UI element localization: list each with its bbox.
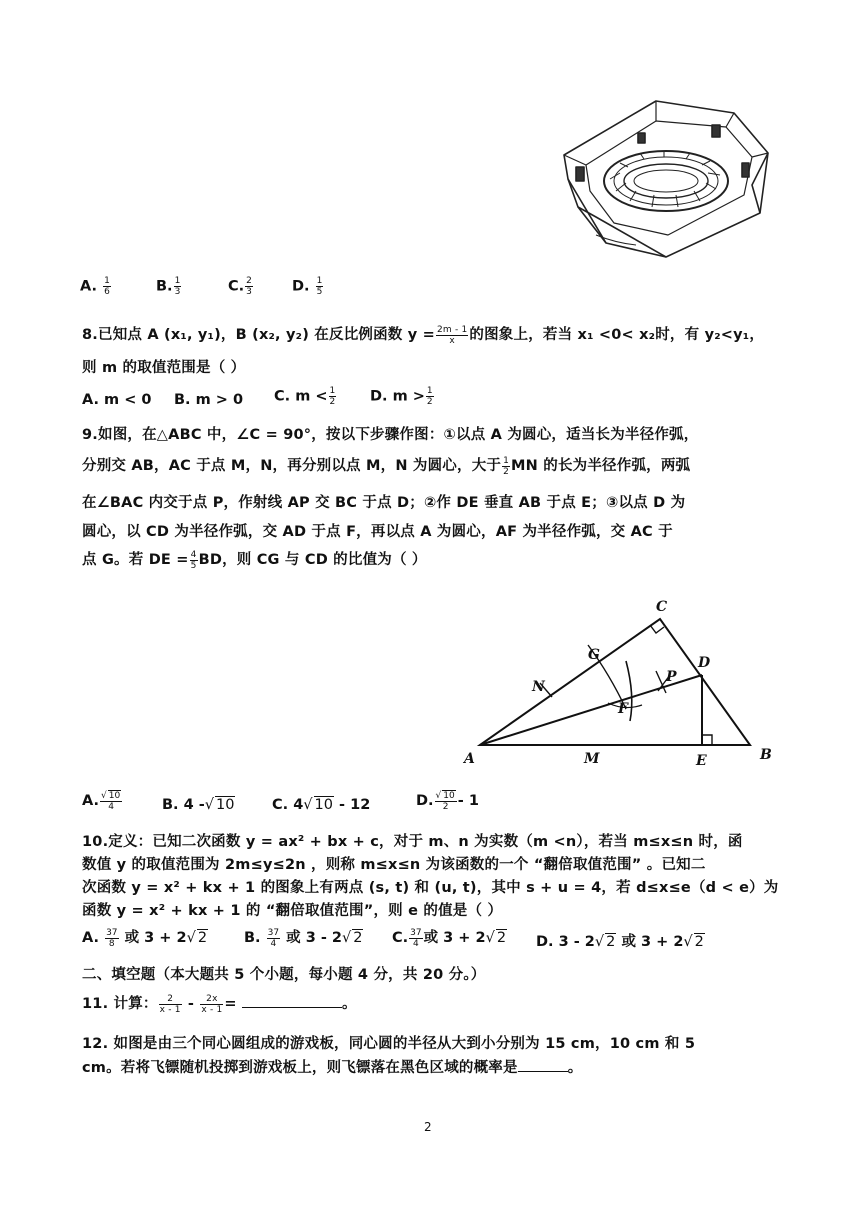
q9-option-b[interactable]: B. 4 -√ 10 <box>162 797 235 813</box>
q10-line-2: 数值 y 的取值范围为 2m≤y≤2n ，则称 m≤x≤n 为该函数的一个 “翻倍取值范围” 。已知二 <box>82 857 706 873</box>
page-number: 2 <box>424 1120 432 1134</box>
q11-answer-blank[interactable] <box>242 995 342 1008</box>
label-d: D <box>698 655 711 671</box>
q7-option-c-value: $\frac{2}{3}$ <box>246 276 252 297</box>
q10-option-c[interactable]: C. $\frac{37}{4}$ 或 3 + 2√ 2 <box>392 927 507 949</box>
q7-option-c-letter: C. <box>228 278 245 295</box>
q9-option-d[interactable]: D. $\frac{√ 10}{2}$ - 1 <box>416 791 479 812</box>
triangle-construction-figure <box>460 595 790 775</box>
q12-line-1: 12. 如图是由三个同心圆组成的游戏板，同心圆的半径从大到小分别为 15 cm，10 cm 和 5 <box>82 1036 696 1052</box>
label-n: N <box>532 679 545 695</box>
ray-ap <box>480 675 702 745</box>
q9-line-2: 分别交 AB，AC 于点 M，N，再分别以点 M，N 为圆心，大于 $\frac{1}{2}$ MN 的长为半径作弧，两弧 <box>82 455 691 477</box>
q8-option-a[interactable]: A. m < 0 <box>82 392 152 408</box>
q10-option-a[interactable]: A. $\frac{37}{8}$ 或 3 + 2√ 2 <box>82 927 208 949</box>
q9-line-5: 点 G。若 DE = $\frac{4}{5}$ BD，则 CG 与 CD 的比值为（ ） <box>82 549 427 571</box>
q12-answer-blank[interactable] <box>518 1059 568 1072</box>
q12-line-2: cm。若将飞镖随机投掷到游戏板上，则飞镖落在黑色区域的概率是 。 <box>82 1060 583 1076</box>
q10-option-d[interactable]: D. 3 - 2√ 2 或 3 + 2√ 2 <box>536 934 704 950</box>
label-e: E <box>696 753 707 769</box>
q7-option-d-value: $\frac{1}{5}$ <box>316 276 323 297</box>
q7-option-a[interactable] <box>80 276 112 297</box>
q8-option-d[interactable]: D. m > $\frac{1}{2}$ <box>370 386 433 407</box>
label-a: A <box>464 751 475 767</box>
label-f: F <box>618 701 628 717</box>
section-2-heading: 二、填空题（本大题共 5 个小题，每小题 4 分，共 20 分。） <box>82 967 486 983</box>
q7-option-b[interactable] <box>156 276 182 297</box>
q10-line-4: 函数 y = x² + kx + 1 的 “翻倍取值范围”，则 e 的值是（ ） <box>82 903 503 919</box>
q10-line-1: 10.定义：已知二次函数 y = ax² + bx + c，对于 m、n 为实数（m <n），若当 m≤x≤n 时，函 <box>82 834 743 850</box>
q8-line-1: 8.已知点 A (x₁, y₁)，B (x₂, y₂) 在反比例函数 y = $\frac{2m - 1}{x}$ 的图象上，若当 x₁ <0< x₂时，有 y₂<y₁， <box>82 324 765 346</box>
q11-fraction-1: $\frac{2}{x - 1}$ <box>159 993 181 1015</box>
q7-option-a-value: $\frac{1}{6}$ <box>104 276 110 297</box>
q8-option-c[interactable]: C. m < $\frac{1}{2}$ <box>274 386 336 407</box>
triangle-abc <box>480 619 750 745</box>
stadium-illustration <box>556 95 778 260</box>
right-angle-c <box>650 625 664 633</box>
q10-option-b[interactable]: B. $\frac{37}{4}$ 或 3 - 2√ 2 <box>244 927 363 949</box>
label-m: M <box>584 751 600 767</box>
q8-line-2: 则 m 的取值范围是（ ） <box>82 360 246 376</box>
q7-option-b-value: $\frac{1}{3}$ <box>174 276 181 297</box>
q8-function-fraction: $\frac{2m - 1}{x}$ <box>437 324 468 346</box>
q9-option-c[interactable]: C. 4√ 10 - 12 <box>272 797 371 813</box>
q8-option-b[interactable]: B. m > 0 <box>174 392 244 408</box>
q11-line: 11. 计算： $\frac{2}{x - 1}$ - $\frac{2x}{x - 1}$ = 。 <box>82 993 357 1015</box>
q7-option-b-letter: B. <box>156 278 173 295</box>
label-c: C <box>656 599 668 615</box>
q10-line-3: 次函数 y = x² + kx + 1 的图象上有两点 (s, t) 和 (u, t)，其中 s + u = 4，若 d≤x≤e（d < e）为 <box>82 880 779 896</box>
label-p: P <box>666 669 677 685</box>
q7-option-c[interactable] <box>228 276 254 297</box>
right-angle-e <box>702 735 712 745</box>
q7-option-d-letter: D. <box>292 278 310 295</box>
label-g: G <box>588 647 600 663</box>
q9-line-1: 9.如图，在△ABC 中，∠C = 90°，按以下步骤作图：①以点 A 为圆心，适当长为半径作弧， <box>82 427 699 443</box>
q7-option-a-letter: A. <box>80 278 97 295</box>
q7-option-d[interactable] <box>292 276 324 297</box>
label-b: B <box>760 747 772 763</box>
q9-option-a[interactable]: A. $\frac{√ 10}{4}$ <box>82 791 121 812</box>
q9-line-4: 圆心，以 CD 为半径作弧，交 AD 于点 F，再以点 A 为圆心，AF 为半径作弧，交 AC 于 <box>82 524 673 540</box>
q11-fraction-2: $\frac{2x}{x - 1}$ <box>201 993 223 1015</box>
q9-line-3: 在∠BAC 内交于点 P，作射线 AP 交 BC 于点 D；②作 DE 垂直 AB 于点 E；③以点 D 为 <box>82 495 686 511</box>
